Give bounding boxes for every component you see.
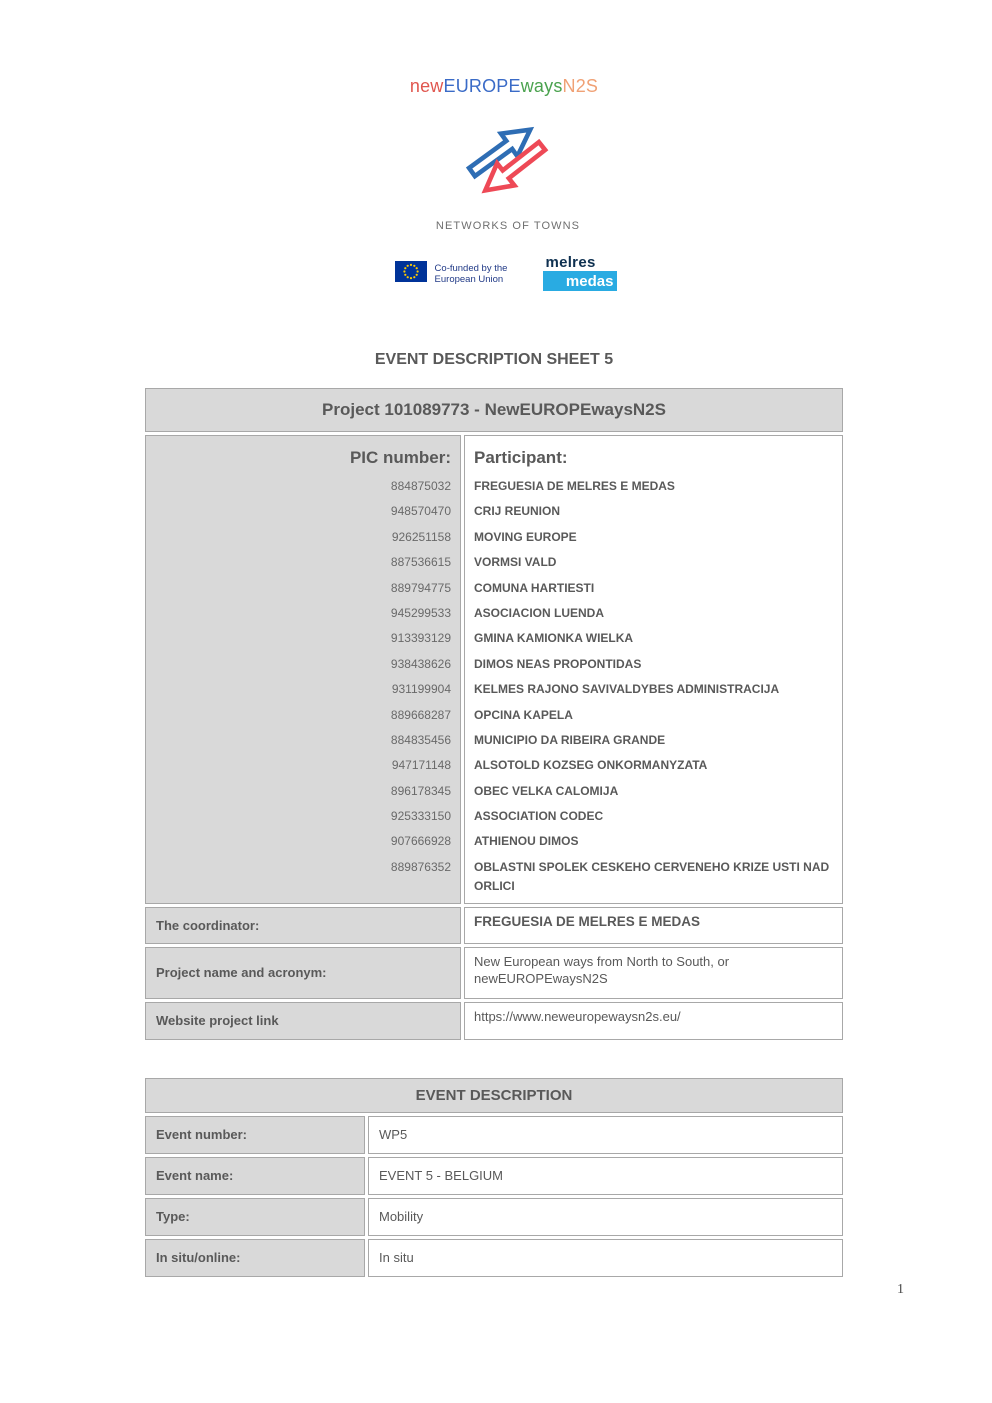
project-name-label: Project name and acronym: bbox=[145, 947, 461, 999]
logo-wordmark-part: new bbox=[409, 76, 444, 96]
event-row-value: In situ bbox=[368, 1239, 843, 1277]
logo-wordmark-part: N2S bbox=[562, 76, 599, 96]
project-logo-wordmark bbox=[8, 76, 992, 97]
participant-name: ASOCIACION LUENDA bbox=[474, 605, 605, 620]
pic-number: 948570470 bbox=[390, 504, 451, 519]
event-rows bbox=[145, 1116, 843, 1277]
eu-cofunded-text: Co-funded by the European Union bbox=[434, 262, 508, 285]
pic-number: 947171148 bbox=[391, 758, 451, 773]
event-table-header: EVENT DESCRIPTION bbox=[145, 1078, 843, 1113]
pic-number: 884875032 bbox=[390, 479, 451, 493]
website-label: Website project link bbox=[145, 1002, 461, 1040]
event-description-table bbox=[145, 1078, 843, 1277]
event-row bbox=[145, 1198, 843, 1236]
pic-number: 889876352 bbox=[390, 859, 451, 874]
pic-number: 945299533 bbox=[390, 605, 451, 620]
crossed-arrows-logo-icon bbox=[464, 122, 556, 202]
coordinator-label: The coordinator: bbox=[145, 907, 461, 944]
participant-name: ALSOTOLD KOZSEG ONKORMANYZATA bbox=[474, 758, 708, 773]
funding-badges bbox=[10, 256, 992, 291]
eu-cofunded-badge bbox=[395, 261, 508, 287]
networks-of-towns-caption: NETWORKS OF TOWNS bbox=[435, 220, 581, 232]
pic-number: 926251158 bbox=[391, 529, 451, 544]
participant-name: OBEC VELKA CALOMIJA bbox=[474, 783, 619, 798]
pic-number: 889668287 bbox=[390, 707, 451, 722]
page-number: 1 bbox=[897, 1282, 904, 1297]
eu-flag-icon bbox=[395, 261, 427, 287]
pic-number-list bbox=[146, 474, 451, 880]
participant-name: ATHIENOU DIMOS bbox=[474, 834, 579, 849]
website-row bbox=[145, 1002, 843, 1040]
logo-wordmark-part: ways bbox=[520, 76, 563, 96]
participant-column bbox=[464, 435, 843, 904]
pic-number: 889794775 bbox=[390, 580, 451, 595]
website-link-value: https://www.neweuropewaysn2s.eu/ bbox=[464, 1002, 843, 1040]
pic-number: 907666928 bbox=[390, 834, 451, 849]
event-row-label: Event number: bbox=[145, 1116, 365, 1154]
medas-logo-text: medas bbox=[543, 274, 617, 291]
pic-number-column bbox=[145, 435, 461, 904]
pic-number: 887536615 bbox=[390, 555, 451, 570]
pic-number: 913393129 bbox=[390, 631, 451, 646]
coordinator-value: FREGUESIA DE MELRES E MEDAS bbox=[464, 907, 843, 944]
pic-number: 896178345 bbox=[390, 783, 451, 798]
event-row bbox=[145, 1239, 843, 1277]
participant-name: KELMES RAJONO SAVIVALDYBES ADMINISTRACIJA bbox=[474, 682, 780, 697]
participant-name: CRIJ REUNION bbox=[474, 504, 561, 519]
coordinator-row bbox=[145, 907, 843, 944]
event-row-value: EVENT 5 - BELGIUM bbox=[368, 1157, 843, 1195]
pic-number: 938438626 bbox=[390, 656, 451, 671]
participant-name: MUNICIPIO DA RIBEIRA GRANDE bbox=[474, 732, 666, 747]
project-table-header: Project 101089773 - NewEUROPEwaysN2S bbox=[145, 388, 843, 432]
event-row-label: Type: bbox=[145, 1198, 365, 1236]
project-table bbox=[145, 388, 843, 1040]
melres-logo-text: melres bbox=[543, 256, 617, 274]
participants-row bbox=[145, 435, 843, 904]
pic-number: 931199904 bbox=[391, 682, 451, 697]
participant-name: VORMSI VALD bbox=[474, 555, 557, 570]
participant-list bbox=[474, 474, 840, 903]
participant-name: FREGUESIA DE MELRES E MEDAS bbox=[474, 479, 675, 493]
melres-medas-logo bbox=[543, 256, 617, 291]
event-row-label: Event name: bbox=[145, 1157, 365, 1195]
pic-number: 884835456 bbox=[390, 732, 451, 747]
document-body bbox=[145, 388, 843, 1277]
participant-name: COMUNA HARTIESTI bbox=[474, 580, 595, 595]
pic-number: 925333150 bbox=[390, 809, 451, 824]
participant-name: OPCINA KAPELA bbox=[474, 707, 573, 722]
pic-number-header: PIC number: bbox=[349, 448, 451, 467]
participant-name: MOVING EUROPE bbox=[474, 529, 577, 544]
event-row-label: In situ/online: bbox=[145, 1239, 365, 1277]
event-row-value: Mobility bbox=[368, 1198, 843, 1236]
event-row bbox=[145, 1116, 843, 1154]
participant-name: DIMOS NEAS PROPONTIDAS bbox=[474, 656, 642, 671]
logo-wordmark-part: EUROPE bbox=[443, 76, 521, 96]
participant-name: ASSOCIATION CODEC bbox=[474, 809, 604, 824]
page-title: EVENT DESCRIPTION SHEET 5 bbox=[374, 351, 614, 368]
participant-header: Participant: bbox=[474, 448, 568, 467]
participant-name: OBLASTNI SPOLEK CESKEHO CERVENEHO KRIZE USTI NAD ORLICI bbox=[474, 859, 830, 893]
participant-name: GMINA KAMIONKA WIELKA bbox=[474, 631, 634, 646]
project-name-row bbox=[145, 947, 843, 999]
project-name-value: New European ways from North to South, or newEUROPEwaysN2S bbox=[464, 947, 843, 999]
event-row-value: WP5 bbox=[368, 1116, 843, 1154]
event-row bbox=[145, 1157, 843, 1195]
